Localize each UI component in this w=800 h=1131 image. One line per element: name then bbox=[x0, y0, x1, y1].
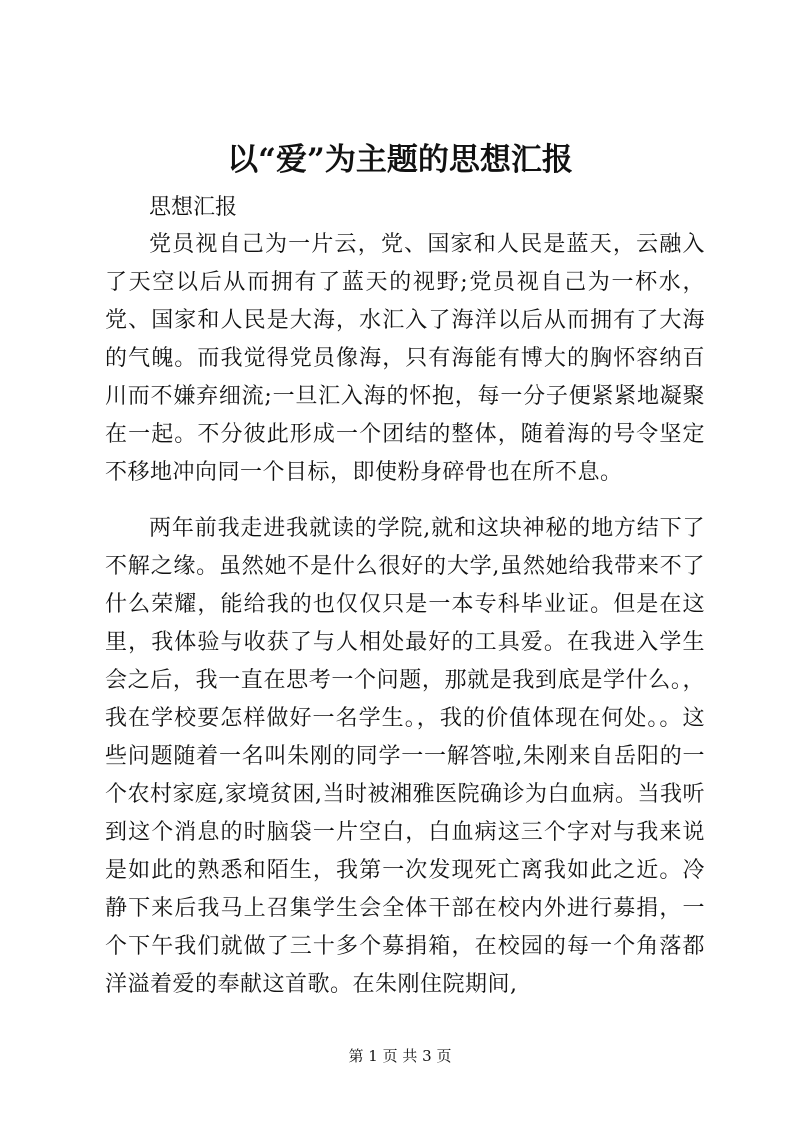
paragraph-1: 党员视自己为一片云，党、国家和人民是蓝天，云融入了天空以后从而拥有了蓝天的视野;党员视自己为一杯水，党、国家和人民是大海，水汇入了海洋以后从而拥有了大海的气魄。而我觉得党员像海，只有海能有博大的胸怀容纳百川而不嫌弃细流;一旦汇入海的怀抱，每一分子便紧紧地凝聚在一起。不分彼此形成一个团结的整体，随着海的号令坚定不移地冲向同一个目标，即使粉身碎骨也在所不息。 bbox=[105, 232, 705, 485]
paragraph-2: 两年前我走进我就读的学院,就和这块神秘的地方结下了不解之缘。虽然她不是什么很好的大学,虽然她给我带来不了什么荣耀，能给我的也仅仅只是一本专科毕业证。但是在这里，我体验与收获了与人相处最好的工具爱。在我进入学生会之后，我一直在思考一个问题，那就是我到底是学什么。，我在学校要怎样做好一名学生。，我的价值体现在何处。。这些问题随着一名叫朱刚的同学一一解答啦,朱刚来自岳阳的一个农村家庭,家境贫困,当时被湘雅医院确诊为白血病。当我听到这个消息的时脑袋一片空白，白血病这三个字对与我来说是如此的熟悉和陌生，我第一次发现死亡离我如此之近。冷静下来后我马上召集学生会全体干部在校内外进行募捐，一个下午我们就做了三十多个募捐箱，在校园的每一个角落都洋溢着爱的奉献这首歌。在朱刚住院期间, bbox=[105, 516, 705, 997]
page-footer: 第 1 页 共 3 页 bbox=[348, 1047, 452, 1065]
document-title: 以“爱”为主题的思想汇报 bbox=[227, 142, 573, 178]
document-subheading: 思想汇报 bbox=[149, 195, 238, 220]
